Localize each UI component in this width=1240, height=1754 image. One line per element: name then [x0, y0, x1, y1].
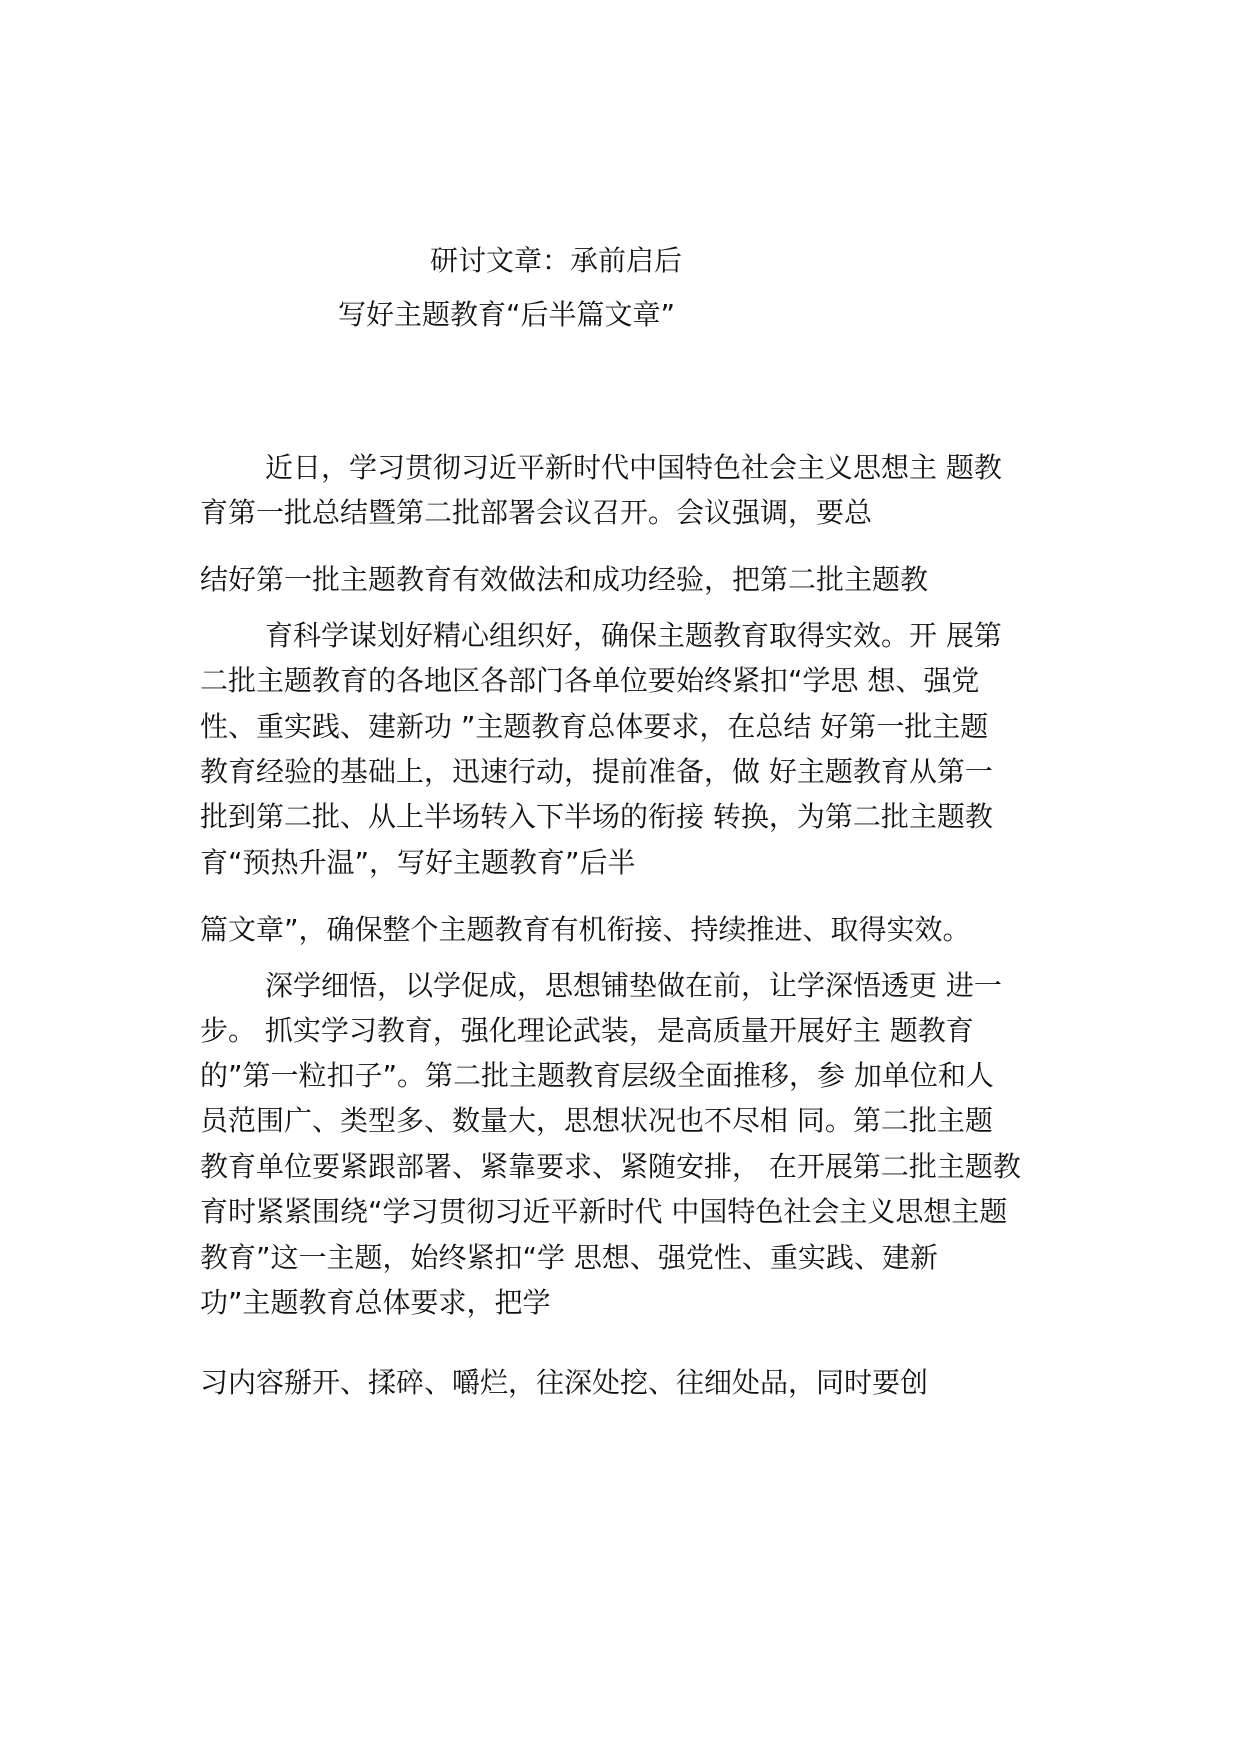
body-line-7: 教育经验的基础上，迅速行动，提前准备，做 好主题教育从第一 [200, 755, 993, 788]
body-line-12: 步。 抓实学习教育，强化理论武装，是高质量开展好主 题教育 [200, 1014, 974, 1047]
body-line-15: 教育单位要紧跟部署、紧靠要求、紧随安排， 在开展第二批主题教 [200, 1150, 1021, 1183]
body-line-18: 功”主题教育总体要求，把学 [200, 1286, 551, 1319]
body-line-19: 习内容掰开、揉碎、嚼烂，往深处挖、往细处品，同时要创 [200, 1366, 929, 1399]
body-line-4: 育科学谋划好精心组织好，确保主题教育取得实效。开 展第 [265, 619, 1002, 652]
body-line-3: 结好第一批主题教育有效做法和成功经验，把第二批主题教 [200, 563, 929, 596]
body-line-6: 性、重实践、建新功 ”主题教育总体要求，在总结 好第一批主题 [200, 710, 989, 743]
body-line-11: 深学细悟，以学促成，思想铺垫做在前，让学深悟透更 进一 [265, 969, 1002, 1002]
body-line-2: 育第一批总结暨第二批部署会议召开。会议强调，要总 [200, 496, 873, 529]
body-line-9: 育“预热升温”，写好主题教育”后半 [200, 846, 636, 879]
document-title-line-1: 研讨文章：承前启后 [430, 244, 683, 277]
body-line-8: 批到第二批、从上半场转入下半场的衔接 转换，为第二批主题教 [200, 800, 993, 833]
document-title-line-2: 写好主题教育“后半篇文章” [338, 298, 676, 331]
body-line-5: 二批主题教育的各地区各部门各单位要始终紧扣“学思 想、强党 [200, 664, 980, 697]
body-line-13: 的”第一粒扣子”。第二批主题教育层级全面推移，参 加单位和人 [200, 1059, 994, 1092]
body-line-14: 员范围广、类型多、数量大，思想状况也不尽相 同。第二批主题 [200, 1104, 993, 1137]
body-line-17: 教育”这一主题，始终紧扣“学 思想、强党性、重实践、建新 [200, 1241, 938, 1274]
body-line-16: 育时紧紧围绕“学习贯彻习近平新时代 中国特色社会主义思想主题 [200, 1195, 1008, 1228]
body-line-10: 篇文章”，确保整个主题教育有机衔接、持续推进、取得实效。 [200, 913, 971, 946]
body-line-1: 近日，学习贯彻习近平新时代中国特色社会主义思想主 题教 [265, 451, 1002, 484]
